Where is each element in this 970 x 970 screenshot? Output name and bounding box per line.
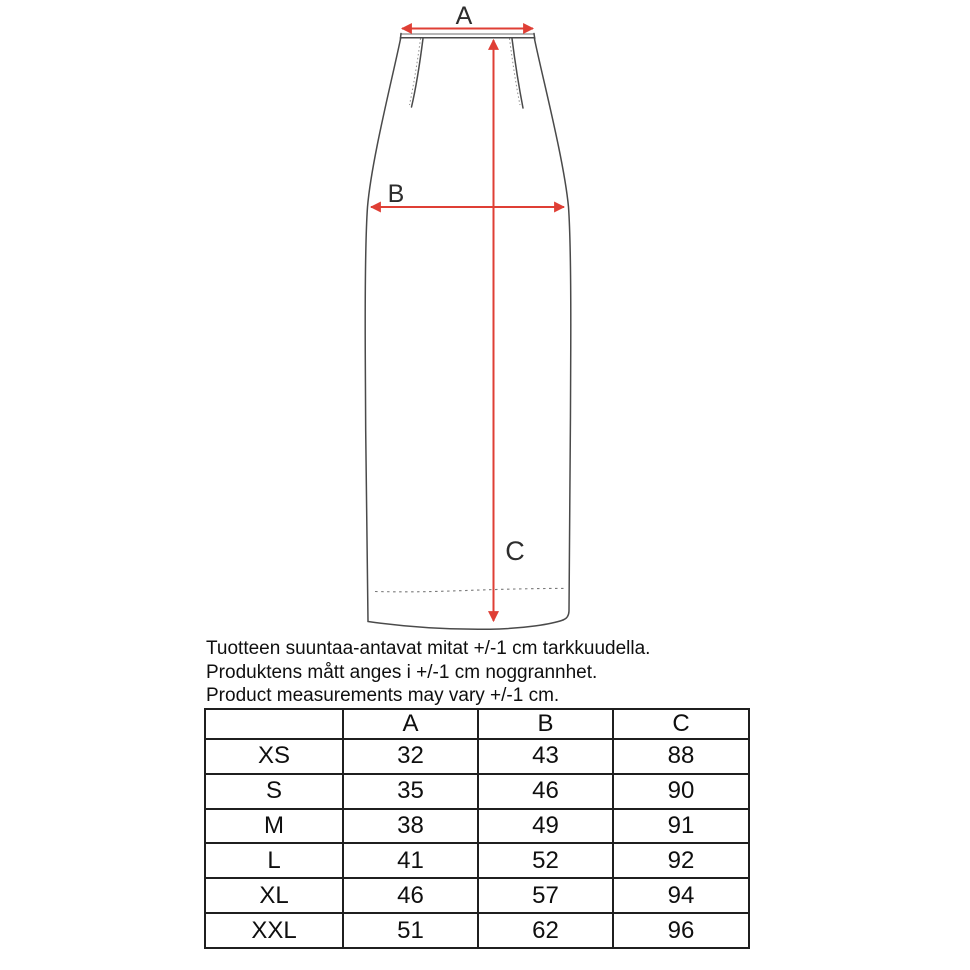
value-cell-b: 52 [478, 843, 613, 878]
value-cell-a: 32 [343, 739, 478, 774]
measure-label-a: A [455, 2, 473, 30]
left-dart [412, 39, 424, 108]
value-cell-a: 51 [343, 913, 478, 948]
value-cell-c: 91 [613, 809, 749, 844]
size-table [204, 708, 750, 949]
value-cell-c: 92 [613, 843, 749, 878]
header-cell-c: C [613, 709, 749, 739]
size-label-cell: L [205, 843, 343, 878]
size-label-cell: XS [205, 739, 343, 774]
size-label-cell: XXL [205, 913, 343, 948]
size-row-m [205, 809, 749, 844]
size-row-xxl [205, 913, 749, 948]
value-cell-c: 88 [613, 739, 749, 774]
skirt-left-edge [365, 39, 400, 621]
waistband-left-end [400, 34, 401, 40]
value-cell-b: 43 [478, 739, 613, 774]
value-cell-b: 49 [478, 809, 613, 844]
size-row-xs [205, 739, 749, 774]
size-label-cell: M [205, 809, 343, 844]
size-label-cell: S [205, 774, 343, 809]
value-cell-b: 46 [478, 774, 613, 809]
value-cell-c: 96 [613, 913, 749, 948]
note-finnish: Tuotteen suuntaa-antavat mitat +/-1 cm tarkkuudella. [206, 638, 651, 659]
value-cell-a: 35 [343, 774, 478, 809]
size-label-cell: XL [205, 878, 343, 913]
value-cell-a: 41 [343, 843, 478, 878]
measure-label-b: B [387, 180, 405, 208]
header-cell-b: B [478, 709, 613, 739]
measurement-notes [206, 637, 650, 708]
note-swedish: Produktens mått anges i +/-1 cm noggrannhet. [206, 661, 598, 683]
size-row-l [205, 843, 749, 878]
note-english: Product measurements may vary +/-1 cm. [206, 685, 560, 706]
skirt-hem [368, 620, 563, 629]
size-table-header-row [205, 709, 749, 739]
skirt-right-edge [535, 39, 571, 620]
measurement-arrows [371, 2, 564, 621]
value-cell-b: 62 [478, 913, 613, 948]
value-cell-a: 38 [343, 809, 478, 844]
skirt-outline [365, 34, 571, 630]
hem-stitch-line [375, 588, 564, 591]
value-cell-b: 57 [478, 878, 613, 913]
measure-label-c: C [505, 536, 525, 566]
right-dart [512, 39, 523, 109]
waistband-right-end [534, 34, 535, 40]
size-row-s [205, 774, 749, 809]
size-row-xl [205, 878, 749, 913]
header-cell-size [205, 709, 343, 739]
header-cell-a: A [343, 709, 478, 739]
value-cell-c: 90 [613, 774, 749, 809]
value-cell-a: 46 [343, 878, 478, 913]
value-cell-c: 94 [613, 878, 749, 913]
right-dart-stitching [510, 39, 521, 106]
